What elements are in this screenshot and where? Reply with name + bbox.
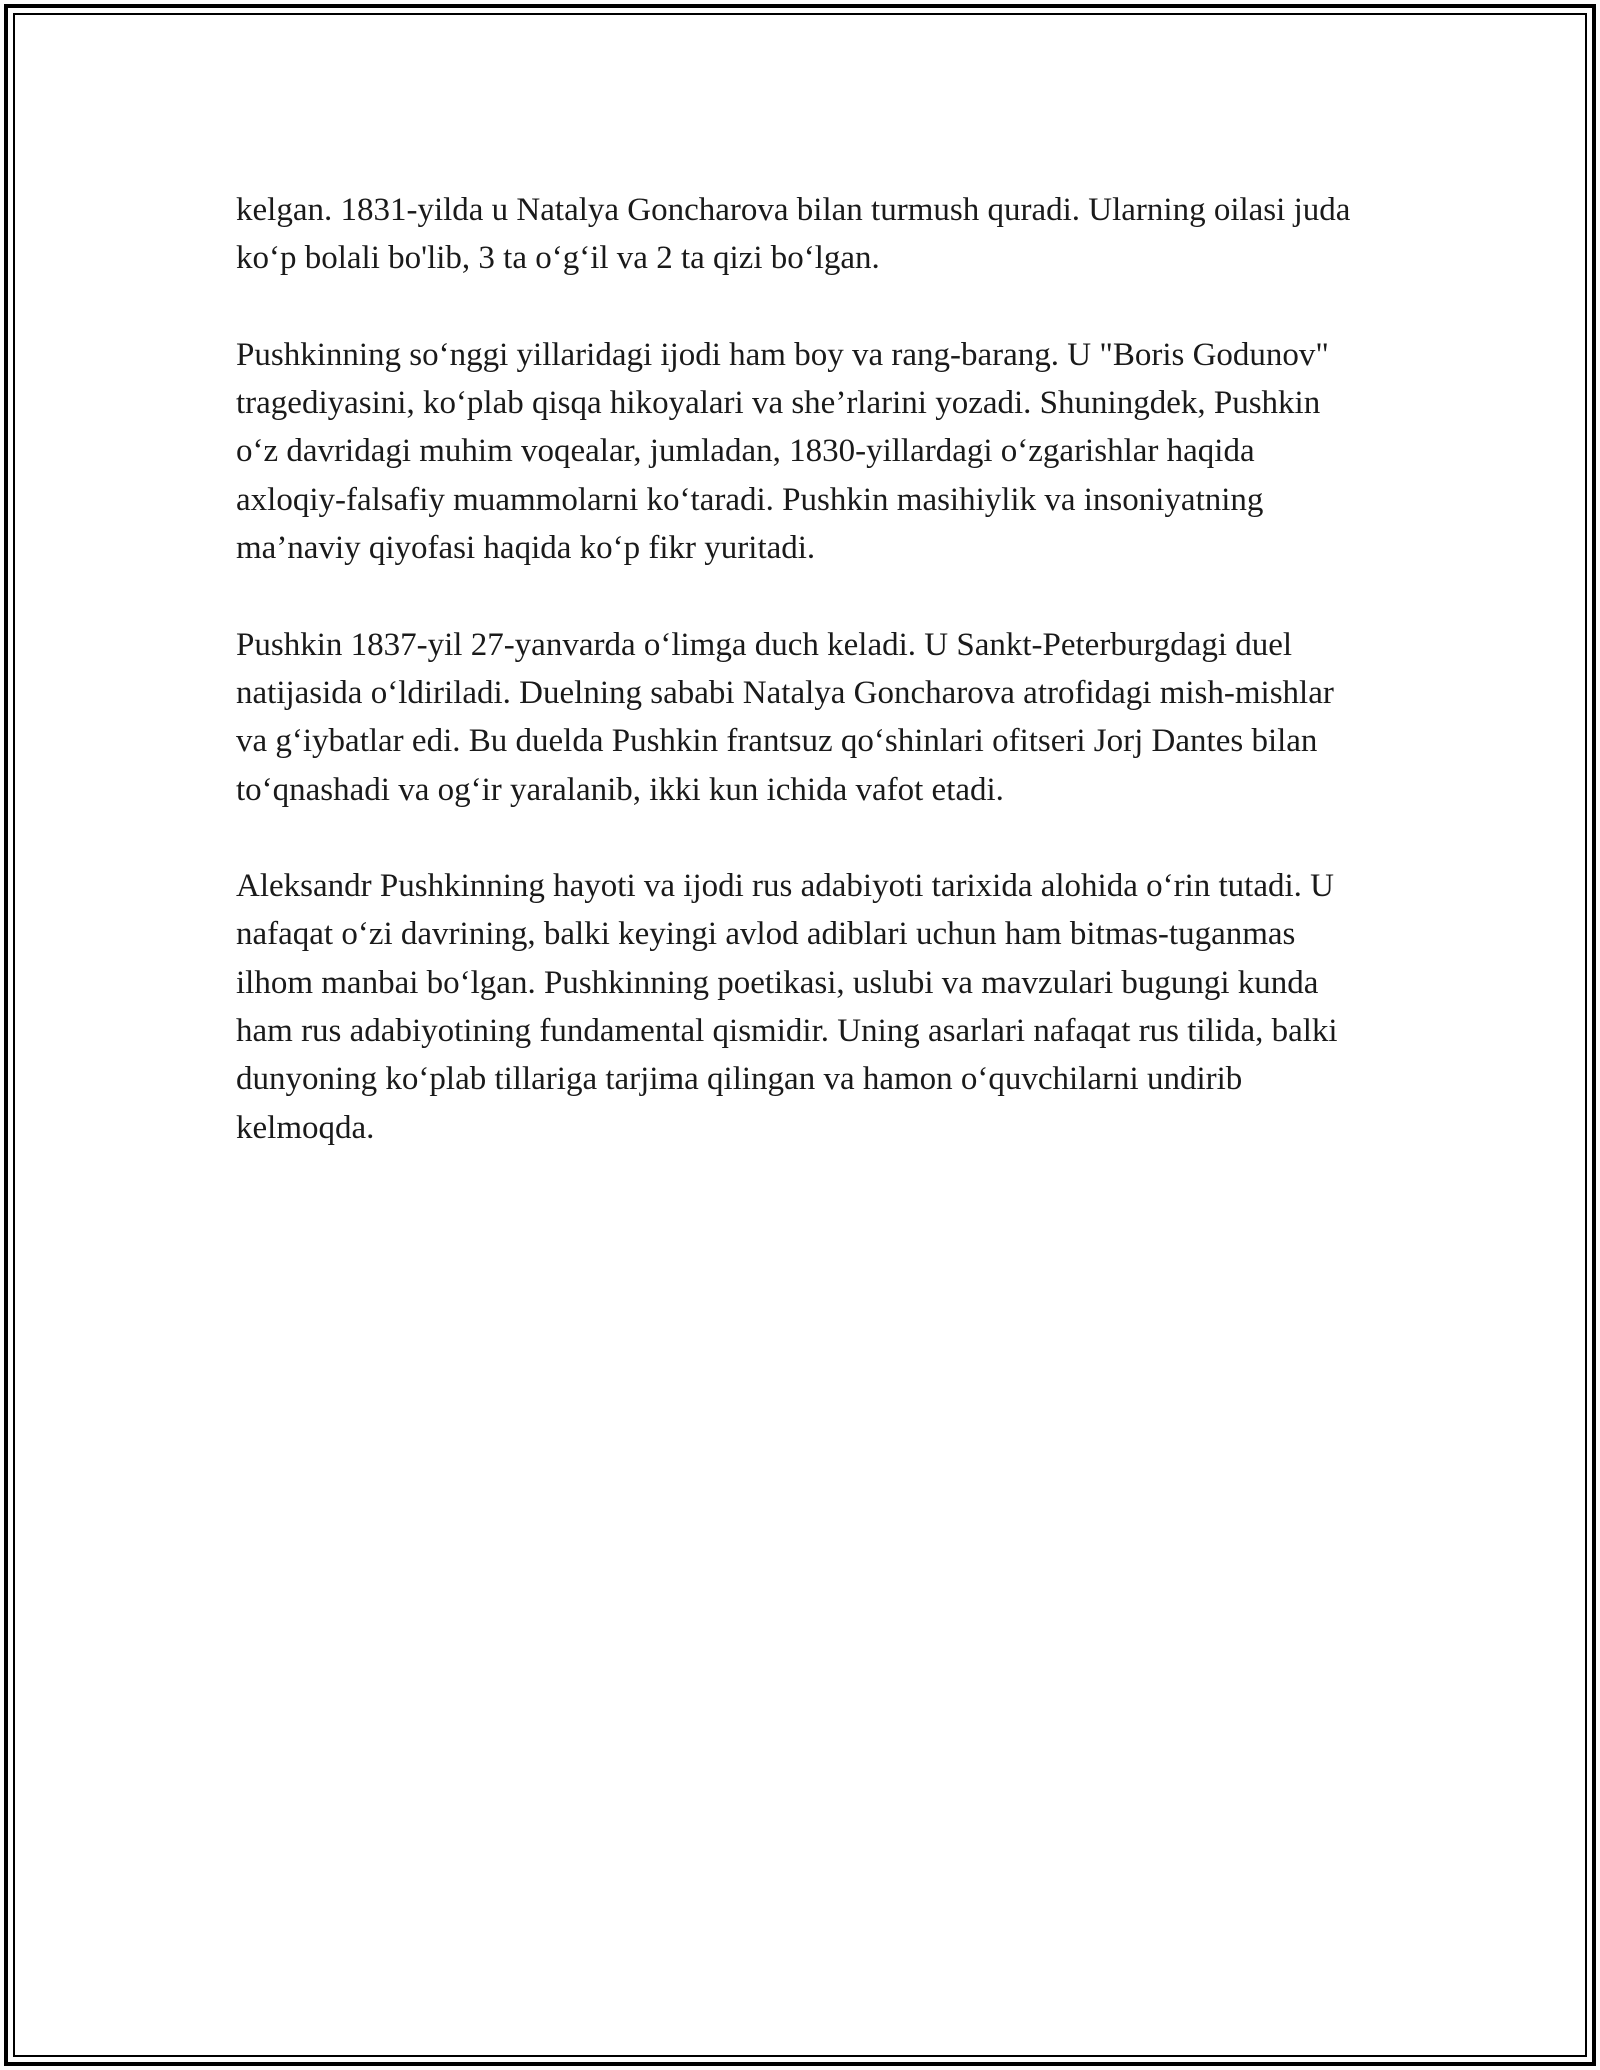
document-body [236,186,1366,1200]
paragraph-legacy: Aleksandr Pushkinning hayoti va ijodi rus adabiyoti tarixida alohida o‘rin tutadi. U nafaqat o‘zi davrining, balki keyingi avlod adiblari uchun ham bitmas-tuganmas ilhom manbai bo‘lgan. Pushkinning poetikasi, uslubi va mavzulari bugungi kunda ham rus adabiyotining fundamental qismidir. Uning asarlari nafaqat rus tilida, balki dunyoning ko‘plab tillariga tarjima qilingan va hamon o‘quvchilarni undirib kelmoqda. [236,868,1338,1146]
paragraph-late-works: Pushkinning so‘nggi yillaridagi ijodi ham boy va rang-barang. U "Boris Godunov" tragediyasini, ko‘plab qisqa hikoyalari va she’rlarini yozadi. Shuningdek, Pushkin o‘z davridagi muhim voqealar, jumladan, 1830-yillardagi o‘zgarishlar haqida axloqiy-falsafiy muammolarni ko‘taradi. Pushkin masihiylik va insoniyatning ma’naviy qiyofasi haqida ko‘p fikr yuritadi. [236,336,1329,567]
paragraph-death: Pushkin 1837-yil 27-yanvarda o‘limga duch keladi. U Sankt-Peterburgdagi duel natijasida o‘ldiriladi. Duelning sababi Natalya Goncharova atrofidagi mish-mishlar va g‘iybatlar edi. Bu duelda Pushkin frantsuz qo‘shinlari ofitseri Jorj Dantes bilan to‘qnashadi va og‘ir yaralanib, ikki kun ichida vafot etadi. [236,626,1334,808]
paragraph-marriage: kelgan. 1831-yilda u Natalya Goncharova bilan turmush quradi. Ularning oilasi juda ko‘p bolali bo'lib, 3 ta o‘g‘il va 2 ta qizi bo‘lgan. [236,192,1351,277]
